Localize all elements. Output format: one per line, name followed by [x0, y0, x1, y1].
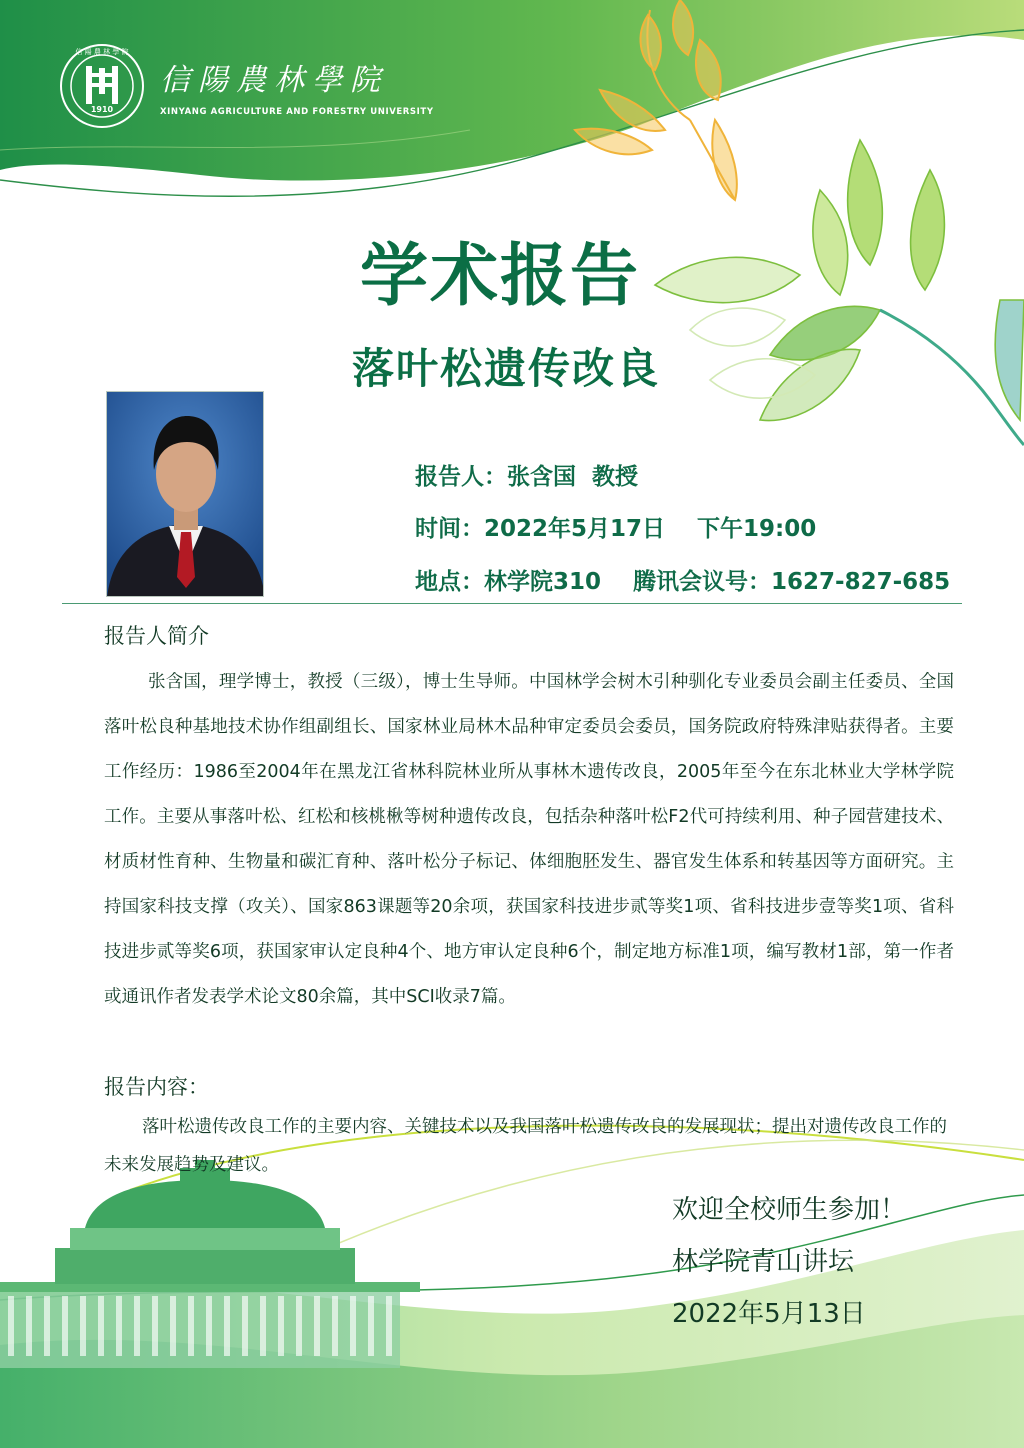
- organizer-text: 林学院青山讲坛: [672, 1247, 855, 1277]
- content-heading: 报告内容：: [104, 1075, 209, 1099]
- university-name-en: XINYANG AGRICULTURE AND FORESTRY UNIVERSITY: [160, 107, 434, 117]
- footer-date: 2022年5月13日: [672, 1299, 866, 1329]
- footer-block: [672, 1184, 906, 1340]
- logo-year: 1910: [90, 105, 114, 114]
- university-name-cn: 信陽農林學院: [160, 63, 388, 98]
- speaker-photo: [106, 391, 264, 597]
- poster-subtitle: 落叶松遗传改良: [351, 344, 660, 393]
- welcome-text: 欢迎全校师生参加！: [672, 1195, 907, 1225]
- intro-heading: 报告人简介: [104, 624, 209, 648]
- poster-title: 学术报告: [359, 237, 640, 316]
- university-emblem-icon: [58, 42, 146, 130]
- logo-ring-text: 信 陽 農 林 學 院: [75, 48, 129, 56]
- building-silhouette: [0, 1160, 420, 1368]
- speaker-line: 报告人：张含国 教授: [415, 464, 639, 490]
- section-divider: [62, 603, 962, 604]
- content-paragraph: 落叶松遗传改良工作的主要内容、关键技术以及我国落叶松遗传改良的发展现状；提出对遗传改良工作的未来发展趋势及建议。: [104, 1117, 947, 1175]
- location-line: 地点：林学院310 腾讯会议号：1627-827-685: [415, 569, 951, 595]
- time-line: 时间：2022年5月17日 下午19:00: [415, 516, 817, 542]
- university-logo: [58, 42, 434, 130]
- intro-paragraph: 张含国，理学博士，教授（三级），博士生导师。中国林学会树木引种驯化专业委员会副主任委员、全国落叶松良种基地技术协作组副组长、国家林业局林木品种审定委员会委员，国务院政府特殊津贴获得者。主要工作经历：1986至2004年在黑龙江省林科院林业所从事林木遗传改良，2005年至今在东北林业大学林学院工作。主要从事落叶松、红松和核桃楸等树种遗传改良，包括杂种落叶松F2代可持续利用、种子园营建技术、材质材性育种、生物量和碳汇育种、落叶松分子标记、体细胞胚发生、器官发生体系和转基因等方面研究。主持国家科技支撑（攻关）、国家863课题等20余项，获国家科技进步贰等奖1项、省科技进步壹等奖1项、省科技进步贰等奖6项，获国家审认定良种4个、地方审认定良种6个，制定地方标准1项，编写教材1部，第一作者或通讯作者发表学术论文80余篇，其中SCI收录7篇。: [104, 672, 954, 1007]
